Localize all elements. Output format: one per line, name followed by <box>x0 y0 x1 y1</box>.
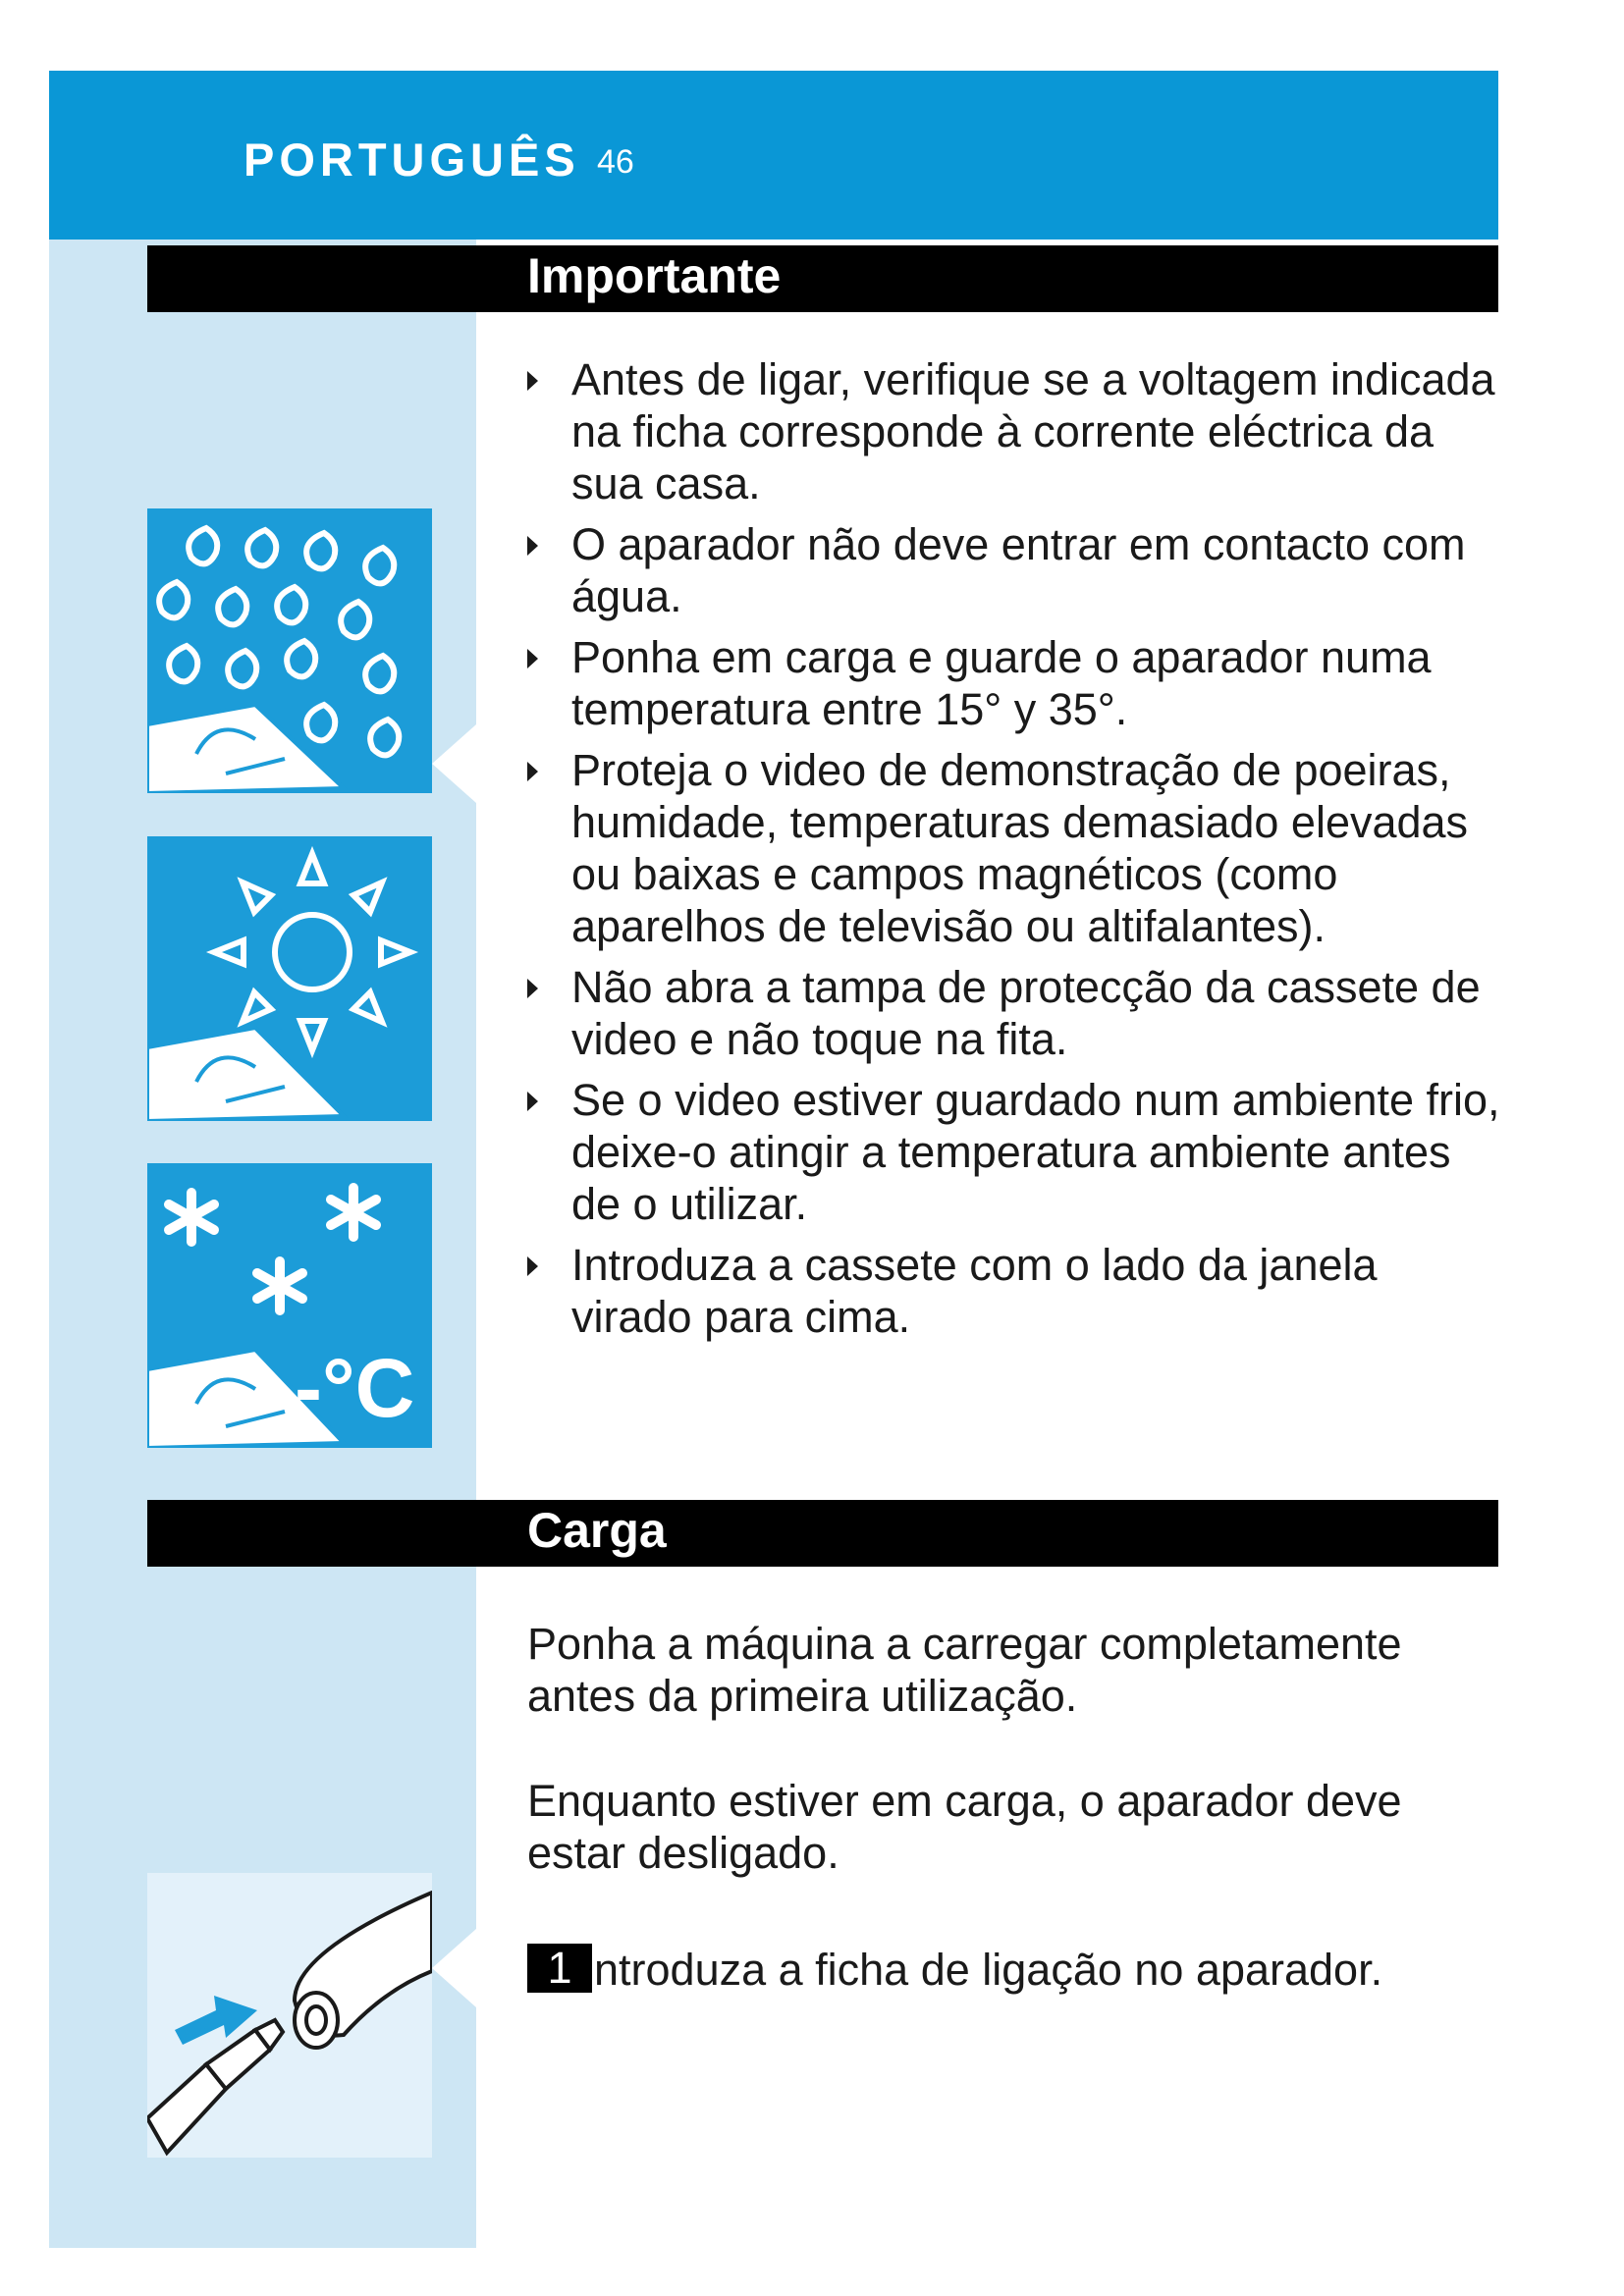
important-section-bar <box>147 245 1498 312</box>
bullet-icon <box>527 649 538 668</box>
bullet-icon <box>527 371 538 391</box>
list-item: Antes de ligar, verifique se a voltagem indicada na ficha corresponde à corrente eléctrica da sua casa. <box>527 353 1509 509</box>
step-number-badge: 1 <box>527 1944 592 1993</box>
charge-paragraph-2: Enquanto estiver em carga, o aparador deve estar desligado. <box>527 1776 1402 1878</box>
page-number: 46 <box>597 143 634 181</box>
list-item: Se o video estiver guardado num ambiente frio, deixe-o atingir a temperatura ambiente antes de o utilizar. <box>527 1074 1509 1230</box>
bullet-icon <box>527 979 538 998</box>
pointer-icon <box>432 724 476 803</box>
pointer-icon <box>432 1929 476 2007</box>
plug-into-trimmer-illustration <box>147 1873 432 2158</box>
charge-section-bar <box>147 1500 1498 1567</box>
list-item: Ponha em carga e guarde o aparador numa temperatura entre 15° y 35°. <box>527 631 1509 735</box>
list-item: O aparador não deve entrar em contacto com água. <box>527 518 1509 622</box>
charge-step-1 <box>527 1944 1382 1996</box>
list-item: Proteja o video de demonstração de poeiras, humidade, temperaturas demasiado elevadas ou baixas e campos magnéticos (como aparelhos de televisão ou altifalantes). <box>527 744 1509 952</box>
water-drops-cassette-icon <box>147 508 432 793</box>
bullet-icon <box>527 762 538 781</box>
cold-cassette-icon <box>147 1163 432 1448</box>
step-text: ntroduza a ficha de ligação no aparador. <box>594 1945 1383 1995</box>
list-item: Não abra a tampa de protecção da cassete de video e não toque na fita. <box>527 961 1509 1065</box>
list-item: Introduza a cassete com o lado da janela virado para cima. <box>527 1239 1509 1343</box>
charge-paragraph-1: Ponha a máquina a carregar completamente antes da primeira utilização. <box>527 1619 1402 1721</box>
cold-temperature-label: -°C <box>295 1342 415 1434</box>
bullet-icon <box>527 1256 538 1276</box>
language-title: PORTUGUÊS <box>244 133 580 186</box>
bullet-icon <box>527 1092 538 1111</box>
important-section-title: Importante <box>527 248 782 303</box>
charge-section-title: Carga <box>527 1503 667 1558</box>
important-list <box>527 353 1509 1352</box>
sun-cassette-icon <box>147 836 432 1121</box>
bullet-icon <box>527 536 538 556</box>
